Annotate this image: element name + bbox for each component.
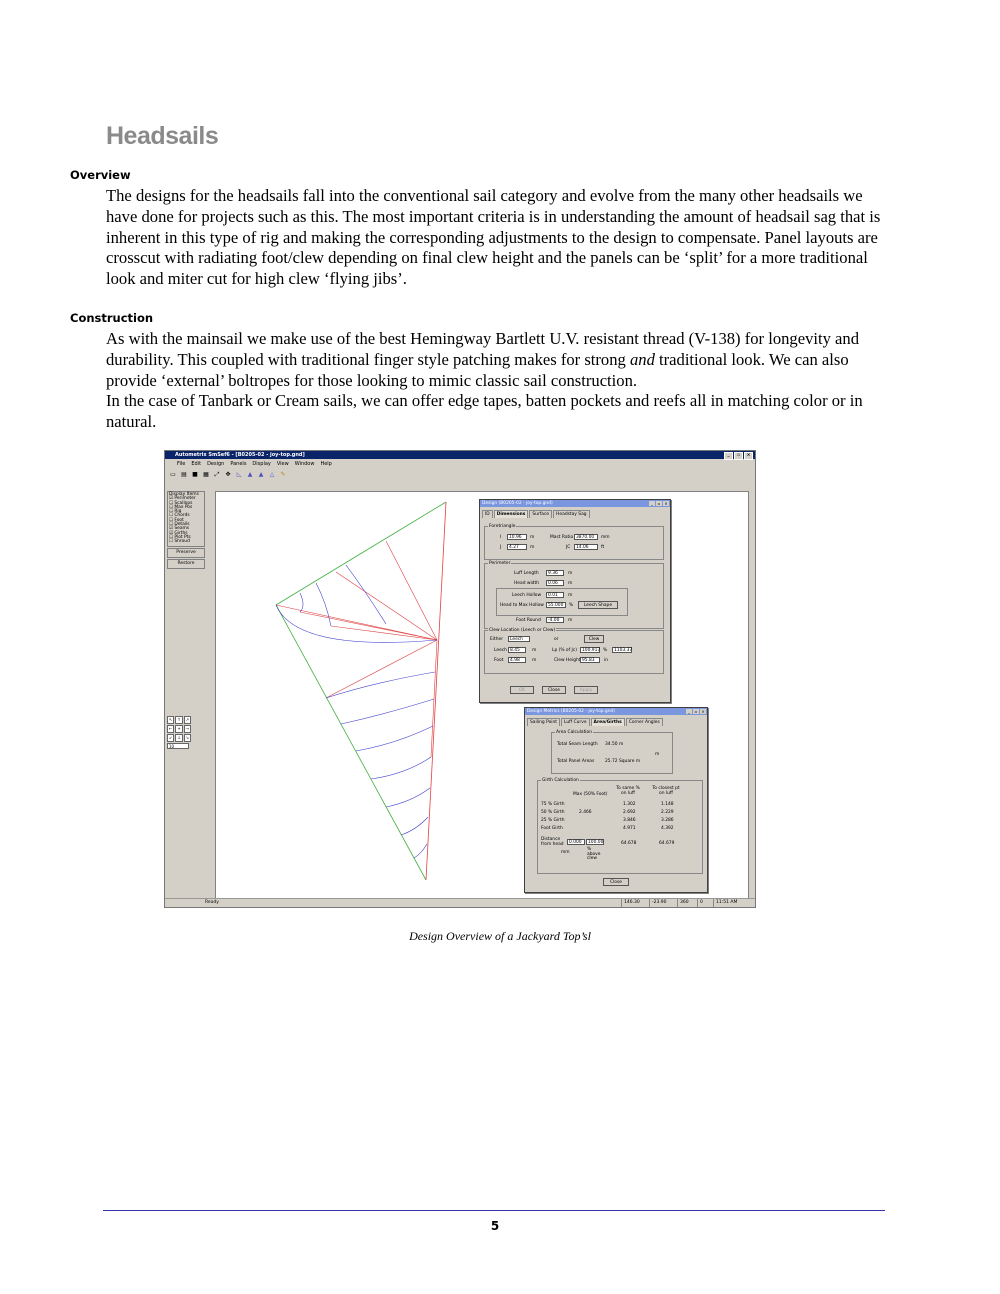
- above-clew-label: % above clew: [587, 847, 601, 862]
- girth-closest-value: 2.229: [661, 810, 674, 815]
- dialog-close-icon[interactable]: ×: [664, 500, 668, 506]
- menu-edit[interactable]: Edit: [191, 461, 202, 467]
- center-icon[interactable]: +: [177, 726, 181, 731]
- sail-view-2-icon[interactable]: ▲: [247, 471, 253, 478]
- clew-location-label: Clew Location (Leech or Clew): [489, 628, 556, 633]
- display-item-label: Details: [174, 522, 190, 528]
- dialog-maximize-icon[interactable]: ▫: [657, 500, 661, 506]
- display-item-label: Plot Pts: [174, 534, 191, 540]
- leech-shape-button[interactable]: Leech Shape: [578, 601, 618, 609]
- i-unit: m: [530, 535, 535, 540]
- dimensions-close-button[interactable]: Close: [542, 686, 566, 694]
- lp-field-2[interactable]: 1103.37: [614, 648, 633, 653]
- girth-same-value: 1.302: [623, 802, 636, 807]
- i-field[interactable]: 10.96: [507, 534, 527, 540]
- total-seam-length-label: Total Seam Length: [557, 742, 598, 747]
- metrics-maximize-icon[interactable]: ▫: [694, 708, 698, 714]
- open-folder-icon[interactable]: ▤: [181, 471, 187, 478]
- maximize-icon[interactable]: ▫: [734, 452, 743, 460]
- construction-paragraphs: [106, 329, 896, 433]
- girth-row-label: 75 % Girth: [541, 802, 565, 807]
- total-seam-length-value: 34.50 m: [605, 742, 624, 747]
- pan-right-icon[interactable]: →: [185, 726, 189, 731]
- distance-pct-field[interactable]: 100.00: [588, 840, 604, 845]
- foot-round-field[interactable]: -4.00: [546, 617, 564, 623]
- menu-help[interactable]: Help: [320, 461, 332, 467]
- menu-file[interactable]: File: [177, 461, 186, 467]
- perimeter-label: Perimeter: [489, 561, 511, 566]
- distance-field[interactable]: 0.000: [567, 839, 585, 845]
- clew-height-unit: in: [604, 658, 609, 663]
- status-bar: [165, 898, 755, 907]
- leech-hollow-label: Leech Hollow: [512, 593, 542, 598]
- leech-label: Leech: [494, 648, 507, 653]
- close-icon[interactable]: ×: [744, 452, 753, 460]
- checkbox-icon[interactable]: ☐: [169, 504, 175, 510]
- display-item-label: Seams: [174, 526, 190, 532]
- status-x: 146.30: [621, 899, 640, 907]
- tab-area-girths[interactable]: Area/Girths: [591, 718, 625, 726]
- tab-surface[interactable]: Surface: [529, 510, 552, 518]
- foretriangle-group: [484, 526, 664, 560]
- metrics-dialog: [524, 707, 708, 893]
- col-same-header: To same % on luff: [616, 786, 640, 796]
- status-time: 11:51 AM: [713, 899, 737, 907]
- foot-unit: m: [532, 658, 537, 663]
- foot-field[interactable]: 4.98: [508, 657, 526, 663]
- restore-button[interactable]: Restore: [167, 559, 205, 569]
- col-closest-header: To closest pt on luff: [652, 786, 680, 796]
- app-title-bar: [165, 451, 755, 459]
- lp-unit: %: [603, 648, 608, 653]
- dimensions-dialog-title: Design (B0205-02 - joy-top.gnd) _ ▫ ×: [480, 500, 670, 507]
- j-label: J: [500, 545, 502, 550]
- lp-field[interactable]: 100.917: [582, 648, 601, 653]
- checkbox-icon[interactable]: ☐: [169, 534, 175, 540]
- minimize-icon[interactable]: _: [724, 452, 733, 460]
- leech-hollow-field[interactable]: 0.01: [546, 592, 564, 598]
- girth-row-label: 50 % Girth: [541, 810, 565, 815]
- menu-display[interactable]: Display: [252, 461, 271, 467]
- tab-dimensions[interactable]: Dimensions: [494, 510, 529, 518]
- metrics-dialog-title: Design Metrics (B0205-02 - joy-top.gnd) _ ▫ ×: [525, 708, 707, 715]
- foretriangle-label: Foretriangle: [489, 524, 516, 529]
- mast-ratio-label: Mast Ratio: [550, 535, 574, 540]
- app-title: Autometrix SmSef6 - [B0205-02 - joy-top.gnd]: [175, 452, 305, 458]
- page-heading: Headsails: [106, 122, 219, 150]
- footer-rule: [103, 1210, 885, 1211]
- girth-closest-value: 3.286: [661, 818, 674, 823]
- distance-unit: mm: [561, 850, 570, 855]
- checkbox-icon[interactable]: ☐: [169, 500, 175, 506]
- head-width-unit: m: [568, 581, 573, 586]
- mast-ratio-unit: mm: [601, 535, 610, 540]
- toolbar: [169, 469, 755, 481]
- distance-closest-value: 64.679: [659, 841, 675, 846]
- pencil-icon[interactable]: ✎: [280, 471, 286, 478]
- display-item-label: Scallops: [174, 500, 193, 506]
- status-zero: 0: [697, 899, 703, 907]
- overview-text: The designs for the headsails fall into the conventional sail category and evolve from the many other headsails we have done for projects such as this. The most important criteria is in understanding the amount of headsail sag that is inherent in this type of rig and making the corresponding adjustments to the design to compensate. Panel layouts are crosscut with radiating foot/clew depending on final clew height and the panels can be ‘split’ for a more traditional look and miter cut for high clew ‘flying jibs’.: [106, 186, 881, 289]
- preserve-button[interactable]: Preserve: [167, 548, 205, 558]
- clew-button[interactable]: Clew: [584, 635, 604, 643]
- tab-headstay-sag[interactable]: Headstay Sag: [553, 510, 589, 518]
- leech-field[interactable]: 8.45: [508, 647, 526, 653]
- head-max-hollow-field[interactable]: 55.000: [546, 602, 566, 608]
- menu-view[interactable]: View: [276, 461, 289, 467]
- mast-ratio-field[interactable]: 3870.00: [574, 534, 598, 540]
- total-panel-areas-label: Total Panel Areas: [557, 759, 595, 764]
- sail-view-1-icon[interactable]: ◺: [236, 471, 242, 478]
- pan-up-right-icon[interactable]: ↗: [185, 717, 189, 722]
- sail-luff-edge: [276, 605, 426, 880]
- total-panel-areas-value: 25.72 Square m: [605, 759, 641, 764]
- checkbox-icon[interactable]: ☐: [169, 513, 175, 519]
- either-field[interactable]: Leech: [508, 636, 530, 642]
- ok-button[interactable]: OK: [510, 686, 534, 694]
- display-item-label: Shroud: [174, 539, 190, 545]
- lp-label: Lp (% of Jc): [552, 648, 577, 653]
- girth-closest-value: 4.392: [661, 826, 674, 831]
- tab-id[interactable]: ID: [482, 510, 493, 518]
- overview-heading: Overview: [70, 168, 131, 182]
- area-calc-label: Area Calculation: [556, 730, 592, 735]
- pan-left-icon[interactable]: ←: [168, 726, 173, 731]
- status-ready: Ready: [205, 900, 219, 905]
- figure-caption: Design Overview of a Jackyard Top’sl: [409, 929, 591, 943]
- checkbox-icon[interactable]: ☐: [169, 509, 175, 515]
- software-screenshot: [164, 450, 756, 908]
- display-item-label: Chords: [174, 513, 190, 519]
- display-item-label: Max Pos: [174, 504, 193, 510]
- checkbox-checked-icon[interactable]: ☑: [169, 496, 175, 502]
- girth-row-label: 25 % Girth: [541, 818, 565, 823]
- col-max-header: Max (50% Foot): [573, 792, 608, 797]
- luff-length-field[interactable]: 9.36: [546, 570, 564, 576]
- menu-design[interactable]: Design: [207, 461, 225, 467]
- either-label: Either: [490, 637, 504, 642]
- display-item-label: Rig: [174, 509, 182, 515]
- page-number: 5: [490, 1219, 500, 1233]
- or-label: or: [554, 637, 559, 642]
- girth-row-label: Foot Girth: [541, 826, 563, 831]
- checkbox-icon[interactable]: ☐: [169, 539, 175, 545]
- print-icon[interactable]: ▦: [203, 471, 209, 478]
- i-label: I: [500, 535, 502, 540]
- apply-button[interactable]: Apply: [574, 686, 598, 694]
- girth-same-value: 2.692: [623, 810, 636, 815]
- checkbox-checked-icon[interactable]: ☑: [169, 530, 175, 536]
- foot-round-unit: m: [568, 618, 573, 623]
- sail-view-3-icon[interactable]: ▲: [258, 471, 264, 478]
- girth-same-value: 4.971: [623, 826, 636, 831]
- j-unit: m: [530, 545, 535, 550]
- distance-label: Distance from head: [541, 837, 564, 847]
- unit-select[interactable]: m: [655, 752, 660, 757]
- girth-closest-value: 1.148: [661, 802, 674, 807]
- leech-unit: m: [532, 648, 537, 653]
- navigation-pad: [167, 716, 191, 750]
- metrics-close-button[interactable]: Close: [603, 878, 629, 886]
- overview-paragraph: [106, 186, 896, 290]
- dimensions-dialog: [479, 499, 671, 703]
- luff-length-unit: m: [568, 571, 573, 576]
- pan-icon[interactable]: ✥: [225, 471, 231, 478]
- zoom-input[interactable]: 10: [167, 743, 189, 749]
- save-icon[interactable]: ■: [192, 471, 198, 478]
- pan-down-left-icon[interactable]: ↙: [168, 735, 173, 740]
- jc-unit: ft: [601, 545, 605, 550]
- construction-text-1: As with the mainsail we make use of the best Hemingway Bartlett U.V. resistant thread (V-138) for longevity and durability. This coupled with traditional finger style patching makes for strong and traditional look. We can also provide ‘external’ boltropes for those looking to mimic classic sail construction.: [106, 329, 860, 390]
- girth-same-value: 3.846: [623, 818, 636, 823]
- pan-down-right-icon[interactable]: ↘: [185, 735, 189, 740]
- menu-window[interactable]: Window: [294, 461, 315, 467]
- sail-head-edge: [276, 502, 446, 605]
- tab-luff-curve[interactable]: Luff Curve: [561, 718, 590, 726]
- jc-label: JC: [566, 545, 571, 550]
- sail-view-4-icon[interactable]: △: [269, 471, 275, 478]
- leech-hollow-unit: m: [568, 593, 573, 598]
- menu-panels[interactable]: Panels: [230, 461, 247, 467]
- checkbox-icon[interactable]: ☐: [169, 517, 175, 523]
- head-width-field[interactable]: 0.06: [546, 580, 564, 586]
- head-width-label: Head width: [514, 581, 539, 586]
- head-max-hollow-label: Head to Max Hollow: [500, 603, 544, 608]
- tab-sailing-point[interactable]: Sailing Point: [527, 718, 560, 726]
- foot-label: Foot: [494, 658, 504, 663]
- zoom-fit-icon[interactable]: ⤢: [214, 471, 220, 478]
- clew-height-field[interactable]: 95.83: [580, 657, 600, 663]
- metrics-close-icon[interactable]: ×: [701, 708, 705, 714]
- jc-field[interactable]: 14.06: [574, 544, 598, 550]
- dialog-minimize-icon[interactable]: _: [651, 500, 653, 506]
- head-max-hollow-unit: %: [569, 603, 574, 608]
- pan-up-left-icon[interactable]: ↖: [168, 717, 173, 722]
- girth-calc-label: Girth Calculation: [542, 778, 579, 783]
- display-items-panel: [167, 491, 205, 611]
- construction-heading: Construction: [70, 311, 154, 325]
- status-y: -23.90: [649, 899, 667, 907]
- new-file-icon[interactable]: ▭: [170, 471, 176, 478]
- checkbox-checked-icon[interactable]: ☑: [169, 526, 175, 532]
- luff-length-label: Luff Length: [514, 571, 539, 576]
- checkbox-icon[interactable]: ☐: [169, 522, 175, 528]
- metrics-minimize-icon[interactable]: _: [688, 708, 690, 714]
- pan-down-icon[interactable]: ↓: [177, 735, 181, 740]
- pan-up-icon[interactable]: ↑: [177, 717, 181, 722]
- status-angle: 360: [677, 899, 689, 907]
- display-item-label: Perimeter: [174, 496, 196, 502]
- display-item-label: Girths: [174, 530, 188, 536]
- j-field[interactable]: 4.27: [507, 544, 527, 550]
- display-item-label: Foot: [174, 517, 184, 523]
- tab-corner-angles[interactable]: Corner Angles: [626, 718, 663, 726]
- display-items-title: Display Items: [169, 492, 199, 497]
- sail-leech-edge: [426, 502, 446, 880]
- girth-max-value: 2.466: [579, 810, 592, 815]
- clew-height-label: Clew Height: [554, 658, 581, 663]
- foot-round-label: Foot Round: [516, 618, 541, 623]
- display-item[interactable]: [169, 540, 203, 544]
- construction-text-2: In the case of Tanbark or Cream sails, we can offer edge tapes, batten pockets and reefs all in matching color or in natural.: [106, 391, 863, 432]
- distance-same-value: 64.678: [621, 841, 637, 846]
- menu-bar: [165, 460, 755, 468]
- sail-girths: [300, 565, 435, 858]
